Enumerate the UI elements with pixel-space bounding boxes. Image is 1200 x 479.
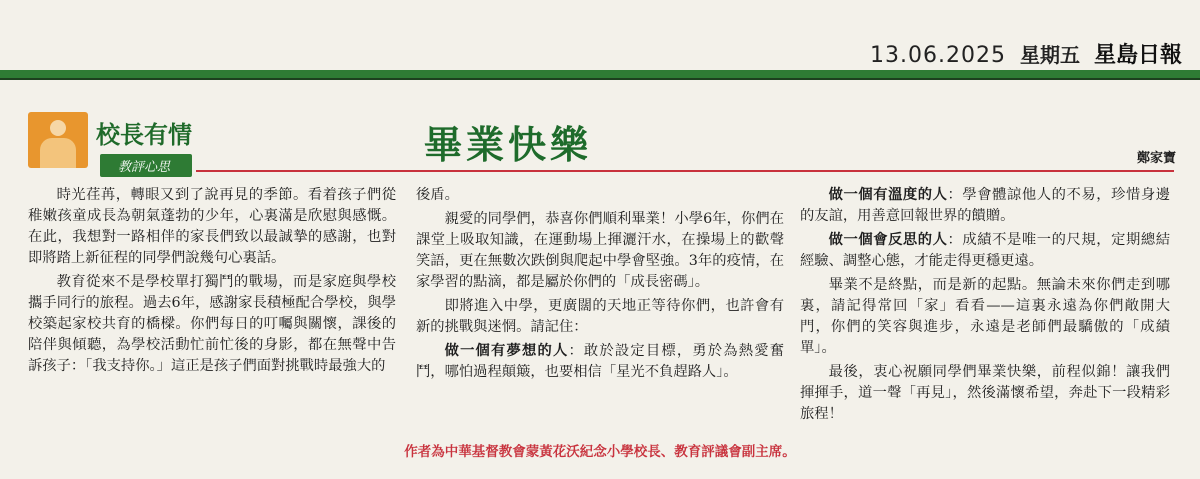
green-rule [0,70,1200,78]
point-heading: 做一個有夢想的人 [444,343,569,359]
column-subtitle: 教評心思 [100,154,192,177]
author-name: 鄭家寶 [1136,151,1176,166]
masthead [870,38,1182,69]
paragraph: 親愛的同學們，恭喜你們順利畢業！小學6年，你們在課堂上吸取知識，在運動場上揮灑汗水，在操場上的歡聲笑語，更在無數次跌倒與爬起中學會堅強。3年的疫情，在家學習的點滴，都是屬於你們的「成長密碼」。 [416,211,784,290]
article-column-1 [28,185,396,380]
article-headline: 畢業快樂 [424,123,593,167]
paragraph: 後盾。 [416,187,459,203]
column-logo-icon [28,112,88,168]
paragraph [416,341,784,383]
point-body: ：敢於設定目標，勇於為熱愛奮鬥，哪怕過程顛簸，也要相信「星光不負趕路人」。 [416,343,785,380]
paragraph: 最後，衷心祝願同學們畢業快樂，前程似錦！讓我們揮揮手，道一聲「再見」，然後滿懷希望，奔赴下一段精彩旅程！ [800,364,1170,422]
paragraph: 畢業不是終點，而是新的起點。無論未來你們走到哪裏，請記得常回「家」看看——這裏永遠為你們敞開大門，你們的笑容與進步，永遠是老師們最驕傲的「成績單」。 [800,277,1170,356]
dark-rule [0,78,1200,80]
red-rule [196,170,1174,172]
point-body: ：成績不是唯一的尺規，定期總結經驗、調整心態，才能走得更穩更遠。 [800,232,1171,269]
point-body: ：學會體諒他人的不易，珍惜身邊的友誼，用善意回報世界的饋贈。 [800,187,1171,224]
masthead-date: 13.06.2025 [870,43,1006,68]
paragraph: 即將進入中學，更廣闊的天地正等待你們，也許會有新的挑戰與迷惘。請記住： [416,298,784,335]
masthead-weekday: 星期五 [1019,43,1080,67]
newspaper-name: 星島日報 [1093,43,1182,68]
paragraph [800,185,1170,227]
column-title: 校長有情 [96,121,192,149]
paragraph [800,230,1170,272]
article-column-3 [800,185,1170,428]
paragraph: 教育從來不是學校單打獨鬥的戰場，而是家庭與學校攜手同行的旅程。過去6年，感謝家長積極配合學校，與學校築起家校共育的橋樑。你們每日的叮囑與關懷，課後的陪伴與傾聽，為學校活動忙前忙後的身影，都在無聲中告訴孩子：「我支持你。」這正是孩子們面對挑戰時最強大的 [28,274,396,374]
point-heading: 做一個會反思的人 [828,232,948,248]
author-credit: 作者為中華基督教會蒙黃花沃紀念小學校長、教育評議會副主席。 [404,444,796,460]
point-heading: 做一個有溫度的人 [828,187,948,203]
paragraph: 時光荏苒，轉眼又到了說再見的季節。看着孩子們從稚嫩孩童成長為朝氣蓬勃的少年，心裏滿是欣慰與感慨。在此，我想對一路相伴的家長們致以最誠摯的感謝，也對即將踏上新征程的同學們說幾句心裏話。 [28,187,396,266]
article-column-2 [416,185,784,386]
